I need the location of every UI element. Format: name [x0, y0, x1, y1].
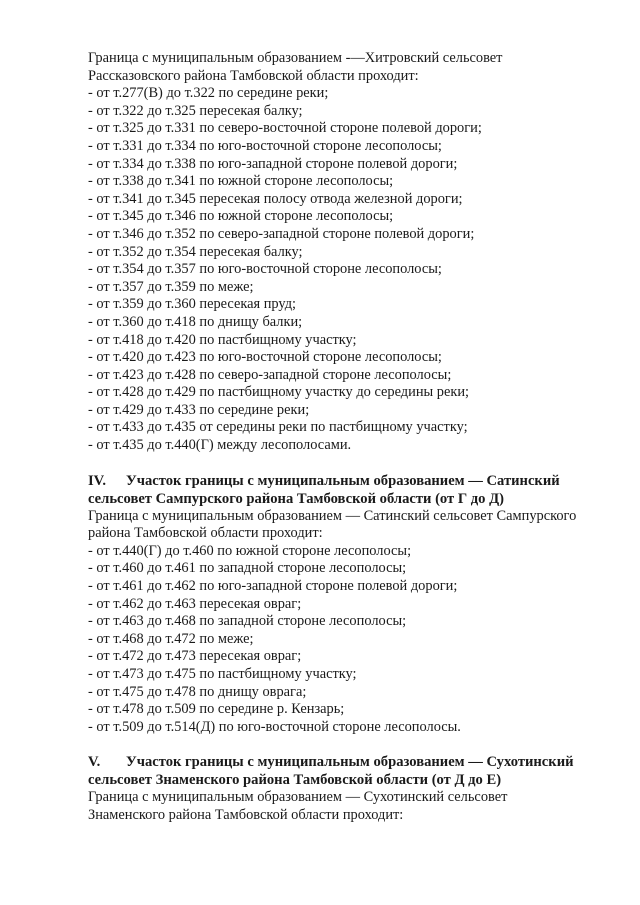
list-item: - от т.331 до т.334 по юго-восточной стороне лесополосы; — [88, 137, 442, 154]
section-heading — [88, 472, 600, 490]
section-heading — [88, 753, 600, 771]
spacer — [88, 455, 600, 472]
list-item: - от т.418 до т.420 по пастбищному участку; — [88, 331, 357, 348]
block1-list — [88, 85, 600, 454]
list-item: - от т.338 до т.341 по южной стороне лесополосы; — [88, 173, 394, 190]
list-item: - от т.463 до т.468 по западной стороне лесополосы; — [88, 613, 407, 630]
list-item: - от т.433 до т.435 от середины реки по пастбищному участку; — [88, 419, 468, 436]
section-number: IV. — [88, 472, 106, 489]
list-item: - от т.472 до т.473 пересекая овраг; — [88, 648, 302, 665]
list-item: - от т.352 до т.354 пересекая балку; — [88, 243, 303, 260]
list-item: - от т.325 до т.331 по северо-восточной стороне полевой дороги; — [88, 120, 482, 137]
list-item: - от т.440(Г) до т.460 по южной стороне лесополосы; — [88, 542, 412, 559]
list-item: - от т.429 до т.433 по середине реки; — [88, 401, 310, 418]
section-intro-line: Граница с муниципальным образованием — Сатинский сельсовет Сампурского — [88, 507, 577, 524]
list-item: - от т.468 до т.472 по меже; — [88, 630, 254, 647]
spacer — [88, 736, 600, 753]
list-item: - от т.435 до т.440(Г) между лесополосами. — [88, 437, 352, 454]
section-intro-line: Знаменского района Тамбовской области проходит: — [88, 806, 404, 823]
section-heading-text: Участок границы с муниципальным образованием — Сухотинский — [126, 754, 574, 771]
section-4-list — [88, 543, 600, 737]
list-item: - от т.462 до т.463 пересекая овраг; — [88, 595, 302, 612]
list-item: - от т.334 до т.338 по юго-западной стороне полевой дороги; — [88, 155, 458, 172]
block1-intro-line: Рассказовского района Тамбовской области проходит: — [88, 67, 419, 84]
list-item: - от т.473 до т.475 по пастбищному участку; — [88, 666, 357, 682]
list-item: - от т.354 до т.357 по юго-восточной стороне лесополосы; — [88, 261, 442, 278]
section-heading-continued: сельсовет Сампурского района Тамбовской области (от Г до Д) — [88, 490, 505, 507]
list-item: - от т.346 до т.352 по северо-западной стороне полевой дороги; — [88, 225, 475, 242]
list-item: - от т.423 до т.428 по северо-западной стороне лесополосы; — [88, 366, 452, 383]
list-item: - от т.509 до т.514(Д) по юго-восточной стороне лесополосы. — [88, 718, 461, 735]
list-item: - от т.360 до т.418 по днищу балки; — [88, 313, 303, 330]
list-item: - от т.478 до т.509 по середине р. Кензарь; — [88, 701, 345, 718]
section-heading-continued: сельсовет Знаменского района Тамбовской области (от Д до Е) — [88, 772, 502, 789]
list-item: - от т.461 до т.462 по юго-западной стороне полевой дороги; — [88, 578, 458, 595]
list-item: - от т.460 до т.461 по западной стороне лесополосы; — [88, 560, 407, 577]
list-item: - от т.341 до т.345 пересекая полосу отвода железной дороги; — [88, 190, 463, 207]
section-4 — [88, 472, 600, 737]
list-item: - от т.475 до т.478 по днищу оврага; — [88, 683, 307, 700]
list-item: - от т.428 до т.429 по пастбищному участку до середины реки; — [88, 384, 470, 401]
list-item: - от т.357 до т.359 по меже; — [88, 278, 254, 295]
list-item: - от т.420 до т.423 по юго-восточной стороне лесополосы; — [88, 349, 442, 366]
section-5 — [88, 753, 600, 824]
section-heading-text: Участок границы с муниципальным образованием — Сатинский — [126, 472, 560, 489]
list-item: - от т.345 до т.346 по южной стороне лесополосы; — [88, 208, 394, 225]
block1-intro-line: Граница с муниципальным образованием -—Хитровский сельсовет — [88, 50, 503, 66]
list-item: - от т.277(В) до т.322 по середине реки; — [88, 85, 329, 102]
section-number: V. — [88, 754, 101, 771]
section-intro-line: района Тамбовской области проходит: — [88, 525, 323, 542]
section-intro-line: Граница с муниципальным образованием — Сухотинский сельсовет — [88, 789, 508, 806]
list-item: - от т.322 до т.325 пересекая балку; — [88, 102, 303, 119]
block1 — [88, 50, 600, 455]
list-item: - от т.359 до т.360 пересекая пруд; — [88, 296, 297, 313]
